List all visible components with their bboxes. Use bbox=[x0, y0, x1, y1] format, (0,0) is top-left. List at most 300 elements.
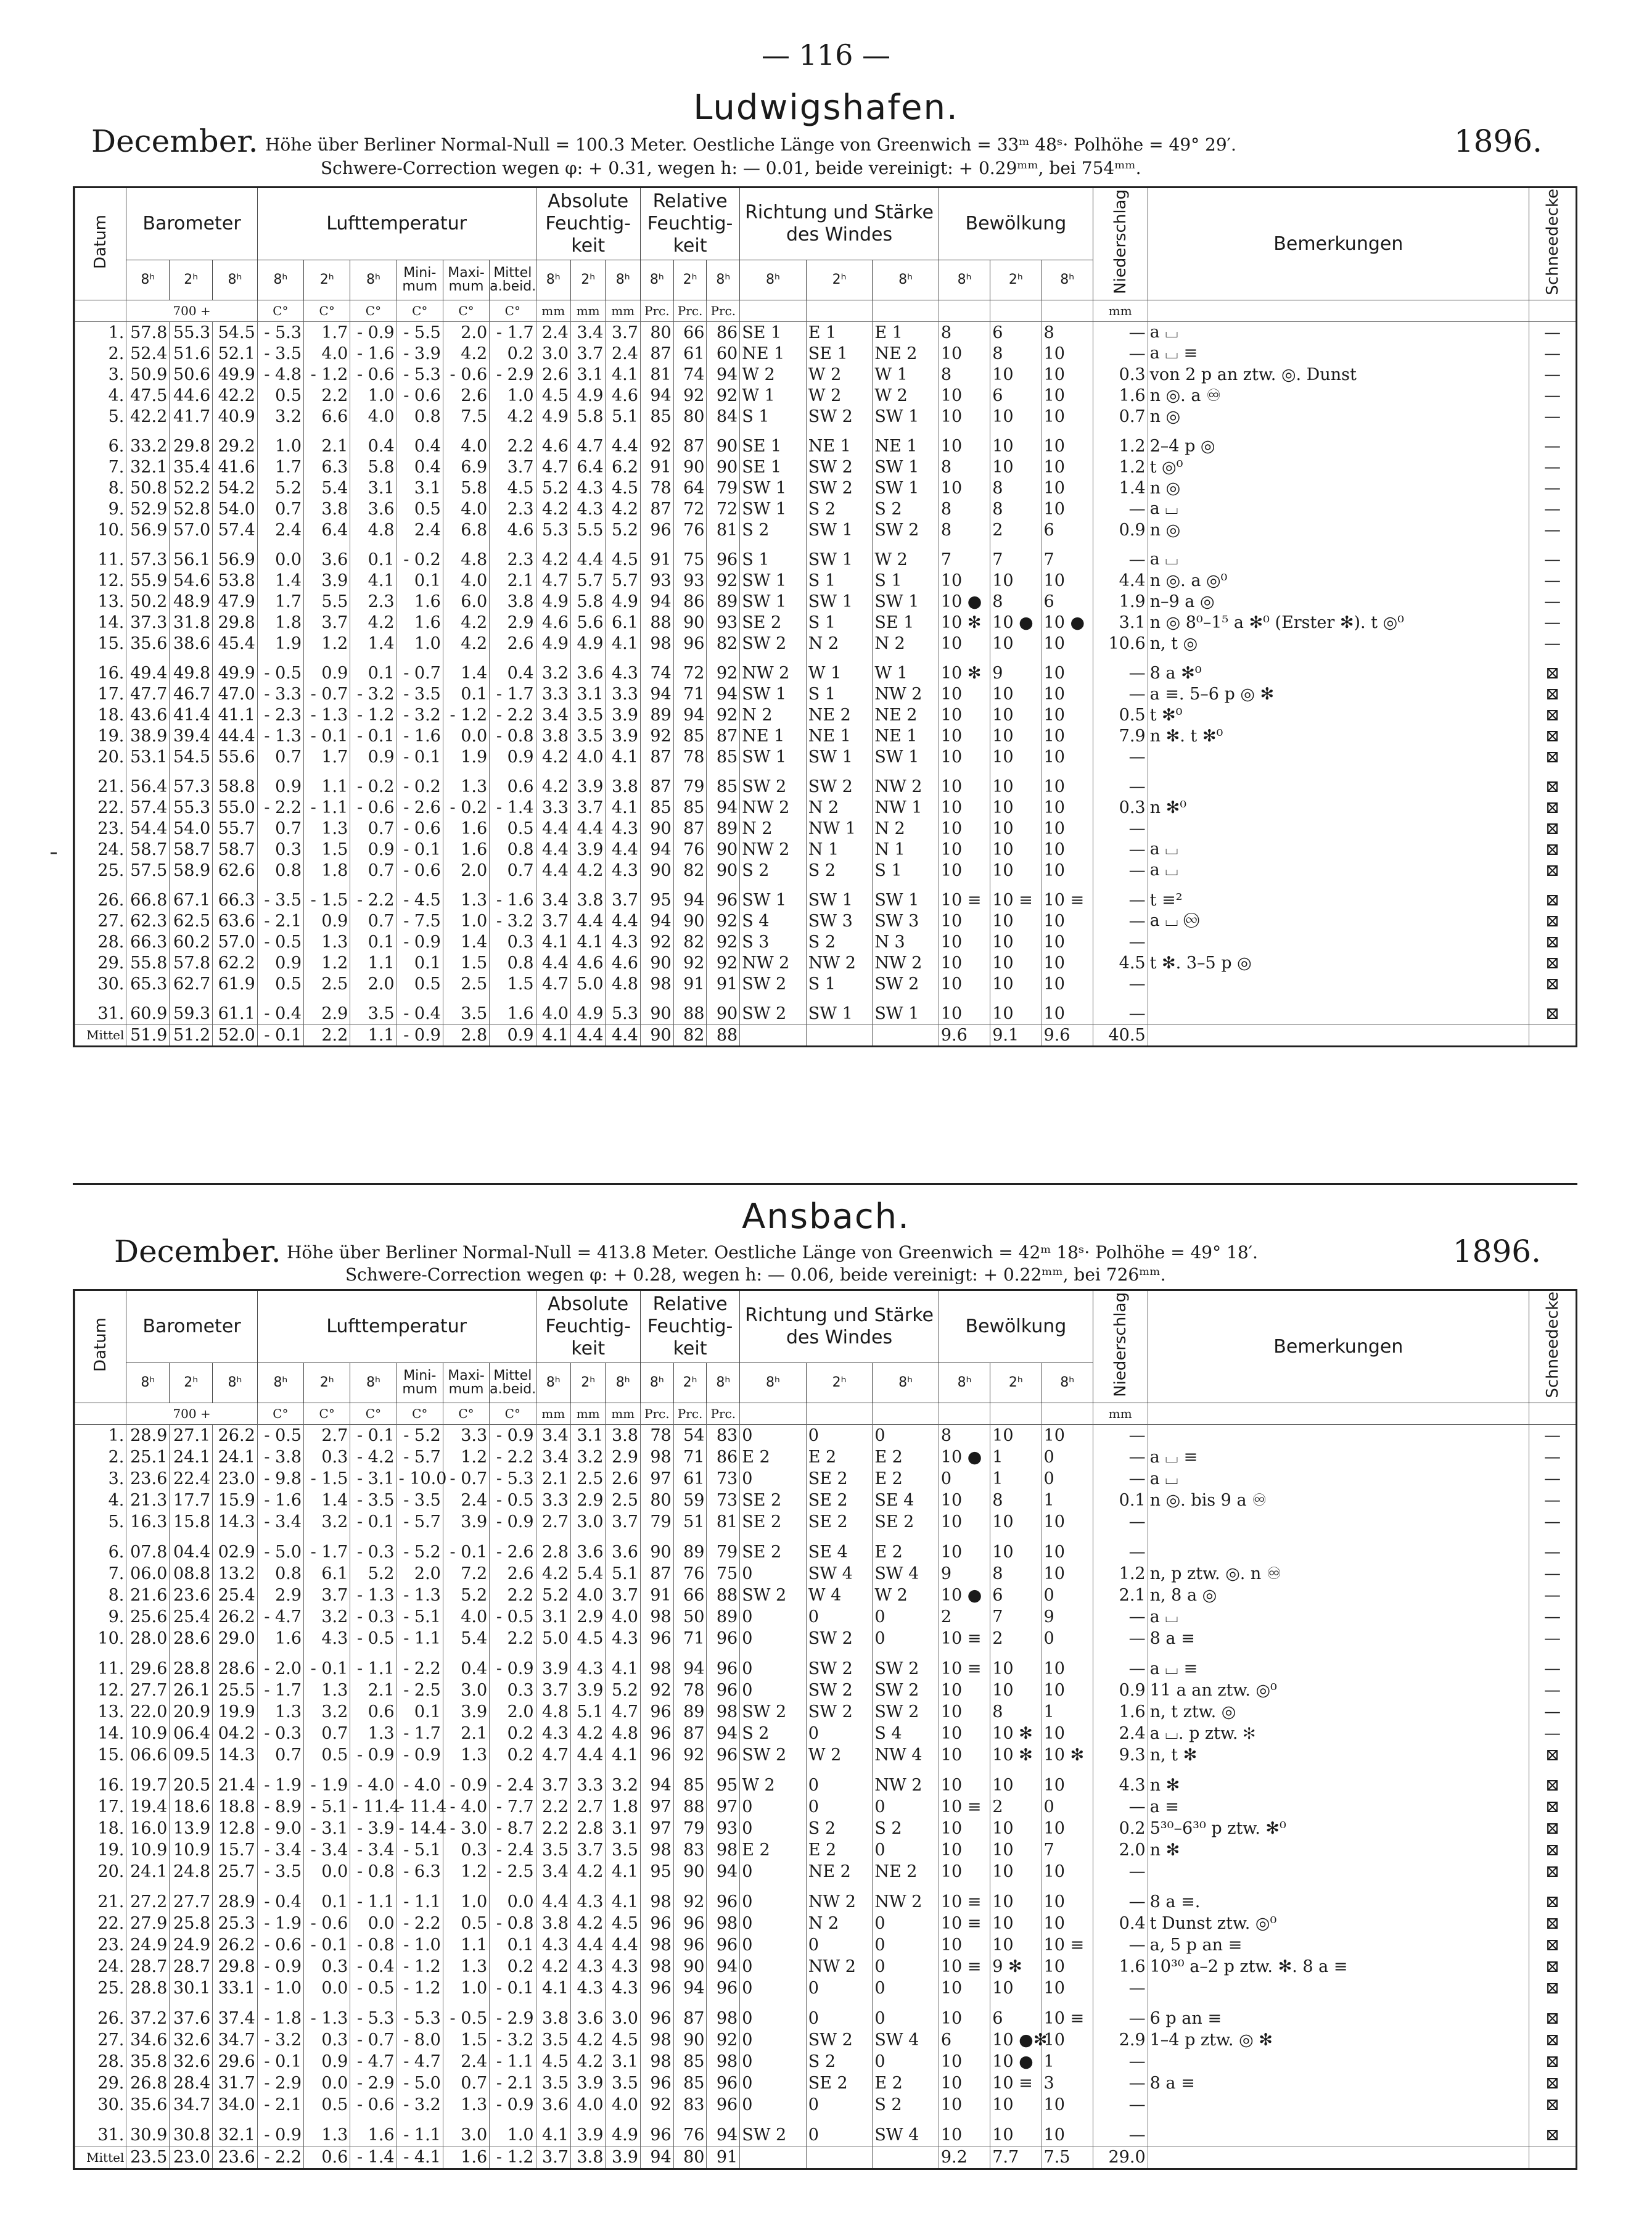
value-cell: 8 bbox=[990, 498, 1042, 519]
value-cell: 1 bbox=[1042, 1490, 1093, 1511]
value-cell: 10 ≡ bbox=[990, 881, 1042, 910]
value-cell: ⊠ bbox=[1529, 725, 1576, 746]
value-cell: 8 bbox=[939, 322, 990, 344]
value-cell: ⊠ bbox=[1529, 973, 1576, 994]
value-cell: 3.9 bbox=[443, 1701, 489, 1723]
value-cell: 83 bbox=[673, 1839, 707, 1861]
header-bewoelkung bbox=[939, 1291, 1093, 1363]
value-cell: 92 bbox=[707, 952, 740, 973]
value-cell: 6.2 bbox=[606, 456, 640, 477]
value-cell: - 1.3 bbox=[397, 1585, 443, 1606]
value-cell: - 1.2 bbox=[443, 704, 489, 725]
value-cell: 26.2 bbox=[213, 1934, 258, 1956]
value-cell: 0.7 bbox=[443, 2072, 489, 2094]
value-cell: 10 bbox=[939, 2116, 990, 2146]
remark-cell bbox=[1148, 767, 1529, 797]
value-cell: — bbox=[1529, 1680, 1576, 1701]
value-cell: - 0.1 bbox=[490, 1977, 536, 1999]
value-cell: - 2.0 bbox=[257, 1649, 303, 1680]
value-cell: 7.5 bbox=[443, 406, 489, 427]
value-cell: NW 2 bbox=[806, 1956, 873, 1977]
value-cell: 12.8 bbox=[213, 1818, 258, 1839]
value-cell: 2.7 bbox=[536, 1511, 570, 1533]
value-cell: 25.3 bbox=[213, 1913, 258, 1934]
value-cell: - 3.2 bbox=[257, 2029, 303, 2051]
value-cell: 96 bbox=[707, 1977, 740, 1999]
value-cell: - 3.2 bbox=[397, 2094, 443, 2116]
value-cell: 96 bbox=[640, 1999, 673, 2029]
value-cell: - 11.4 bbox=[350, 1796, 397, 1818]
value-cell: 3.4 bbox=[570, 322, 605, 344]
remark-cell bbox=[1148, 2116, 1529, 2146]
value-cell: 8 bbox=[990, 1563, 1042, 1585]
value-cell: 28.7 bbox=[170, 1956, 213, 1977]
value-cell: SW 1 bbox=[806, 519, 873, 540]
value-cell: W 2 bbox=[806, 1744, 873, 1766]
unit-cell bbox=[939, 300, 990, 322]
value-cell: 26.1 bbox=[170, 1680, 213, 1701]
value-cell: - 1.4 bbox=[350, 2146, 397, 2169]
header-relative-feuchtigkeit-label: Relative Feuchtig- keit bbox=[647, 191, 733, 257]
value-cell: SW 2 bbox=[806, 1649, 873, 1680]
date-cell: 16. bbox=[75, 654, 126, 683]
value-cell: 0 bbox=[740, 1563, 807, 1585]
value-cell: 3.4 bbox=[536, 1446, 570, 1468]
value-cell: - 0.7 bbox=[397, 654, 443, 683]
value-cell: 98 bbox=[640, 2051, 673, 2072]
value-cell: 52.2 bbox=[170, 477, 213, 498]
value-cell: 34.7 bbox=[170, 2094, 213, 2116]
value-cell: 38.9 bbox=[126, 725, 170, 746]
subheader-h2: 2ʰ bbox=[570, 260, 605, 300]
date-cell: 26. bbox=[75, 881, 126, 910]
value-cell: 1.3 bbox=[304, 931, 350, 952]
value-cell: W 2 bbox=[873, 385, 939, 406]
remark-cell: a ≡. 5–6 p ◎ ✻ bbox=[1148, 683, 1529, 704]
value-cell: 0 bbox=[740, 2051, 807, 2072]
value-cell: 2.6 bbox=[490, 1563, 536, 1585]
value-cell: 1.0 bbox=[397, 633, 443, 654]
table-row bbox=[75, 994, 1576, 1024]
value-cell: 9.1 bbox=[990, 1024, 1042, 1046]
date-cell: 31. bbox=[75, 2116, 126, 2146]
value-cell: 93 bbox=[707, 1818, 740, 1839]
value-cell: 0.1 bbox=[443, 683, 489, 704]
value-cell: 8 bbox=[990, 591, 1042, 612]
value-cell: N 1 bbox=[873, 839, 939, 860]
unit-cell bbox=[806, 300, 873, 322]
value-cell: NW 2 bbox=[806, 952, 873, 973]
value-cell: - 1.8 bbox=[257, 1999, 303, 2029]
value-cell: N 1 bbox=[806, 839, 873, 860]
value-cell: - 8.0 bbox=[397, 2029, 443, 2051]
value-cell: 88 bbox=[707, 1585, 740, 1606]
value-cell: 10 bbox=[990, 931, 1042, 952]
value-cell: 91 bbox=[640, 1585, 673, 1606]
value-cell: - 4.7 bbox=[257, 1606, 303, 1628]
value-cell: 1.5 bbox=[490, 973, 536, 994]
value-cell: 9.3 bbox=[1093, 1744, 1148, 1766]
value-cell: 51.6 bbox=[170, 343, 213, 364]
value-cell: 43.6 bbox=[126, 704, 170, 725]
value-cell: 94 bbox=[673, 881, 707, 910]
value-cell: 84 bbox=[707, 406, 740, 427]
value-cell: 28.4 bbox=[170, 2072, 213, 2094]
value-cell: 10 bbox=[1042, 704, 1093, 725]
value-cell: — bbox=[1529, 1446, 1576, 1468]
value-cell: 1 bbox=[1042, 2051, 1093, 2072]
remark-cell bbox=[1148, 2094, 1529, 2116]
value-cell: SW 1 bbox=[740, 881, 807, 910]
value-cell: 04.2 bbox=[213, 1723, 258, 1744]
value-cell: 0.3 bbox=[304, 2029, 350, 2051]
value-cell: 3.4 bbox=[536, 1425, 570, 1447]
value-cell: 0.1 bbox=[350, 654, 397, 683]
unit-cell bbox=[1042, 1403, 1093, 1425]
value-cell: - 1.3 bbox=[257, 725, 303, 746]
value-cell: 10 bbox=[939, 1680, 990, 1701]
value-cell: — bbox=[1093, 860, 1148, 881]
table-row bbox=[75, 498, 1576, 519]
value-cell: NW 2 bbox=[740, 952, 807, 973]
value-cell: 57.4 bbox=[126, 797, 170, 818]
subheader-h8: 8ʰ bbox=[257, 1363, 303, 1403]
value-cell: - 1.7 bbox=[304, 1533, 350, 1563]
date-cell: 24. bbox=[75, 839, 126, 860]
value-cell: 15.8 bbox=[170, 1511, 213, 1533]
value-cell: SW 1 bbox=[806, 591, 873, 612]
value-cell: 0 bbox=[806, 2116, 873, 2146]
value-cell: 78 bbox=[640, 477, 673, 498]
value-cell: S 2 bbox=[740, 519, 807, 540]
value-cell: - 2.1 bbox=[257, 910, 303, 931]
value-cell: — bbox=[1529, 1701, 1576, 1723]
value-cell: SW 4 bbox=[873, 2116, 939, 2146]
value-cell: 4.0 bbox=[350, 406, 397, 427]
value-cell: — bbox=[1529, 1585, 1576, 1606]
value-cell: 3.4 bbox=[536, 881, 570, 910]
value-cell: 3.3 bbox=[570, 1766, 605, 1796]
remark-cell: n ◎ bbox=[1148, 406, 1529, 427]
value-cell: 0 bbox=[740, 1934, 807, 1956]
value-cell: W 2 bbox=[806, 364, 873, 385]
value-cell: 5.2 bbox=[257, 477, 303, 498]
weather-table bbox=[75, 188, 1576, 1045]
subheader-maximum: Maxi- mum bbox=[443, 1363, 489, 1403]
value-cell: 9 bbox=[939, 1563, 990, 1585]
value-cell: - 0.9 bbox=[257, 2116, 303, 2146]
value-cell: 1.6 bbox=[397, 591, 443, 612]
value-cell: 15.7 bbox=[213, 1839, 258, 1861]
value-cell: 0 bbox=[740, 1649, 807, 1680]
value-cell: - 5.0 bbox=[257, 1533, 303, 1563]
subheader-minimum: Mini- mum bbox=[397, 1363, 443, 1403]
value-cell: 0 bbox=[806, 1796, 873, 1818]
value-cell: - 0.9 bbox=[257, 1956, 303, 1977]
value-cell: 24.1 bbox=[213, 1446, 258, 1468]
value-cell: SW 1 bbox=[873, 591, 939, 612]
value-cell: 2.1 bbox=[490, 570, 536, 591]
value-cell: 1 bbox=[990, 1468, 1042, 1490]
subheader-h8: 8ʰ bbox=[126, 1363, 170, 1403]
value-cell: 0.3 bbox=[443, 1839, 489, 1861]
value-cell: 50.6 bbox=[170, 364, 213, 385]
value-cell: NE 2 bbox=[873, 343, 939, 364]
value-cell: 94 bbox=[640, 910, 673, 931]
value-cell bbox=[873, 1024, 939, 1046]
value-cell: ⊠ bbox=[1529, 931, 1576, 952]
value-cell: S 2 bbox=[806, 498, 873, 519]
value-cell: - 0.5 bbox=[257, 1425, 303, 1447]
value-cell: 90 bbox=[707, 839, 740, 860]
value-cell: — bbox=[1529, 498, 1576, 519]
value-cell: 5.0 bbox=[536, 1628, 570, 1649]
remark-cell: a ⌴ bbox=[1148, 540, 1529, 570]
value-cell: 4.0 bbox=[443, 427, 489, 456]
value-cell: 3.9 bbox=[536, 1649, 570, 1680]
value-cell: 3.9 bbox=[606, 704, 640, 725]
value-cell: 54 bbox=[673, 1425, 707, 1447]
value-cell: SE 4 bbox=[873, 1490, 939, 1511]
unit-cell bbox=[939, 1403, 990, 1425]
table-row bbox=[75, 1796, 1576, 1818]
value-cell: 10 bbox=[1042, 797, 1093, 818]
value-cell: 23.0 bbox=[170, 2146, 213, 2169]
value-cell: 10 ≡ bbox=[939, 1796, 990, 1818]
value-cell: 29.8 bbox=[213, 1956, 258, 1977]
value-cell: 10 bbox=[990, 910, 1042, 931]
value-cell: S 2 bbox=[806, 860, 873, 881]
remark-cell: 1–4 p ztw. ◎ ✻ bbox=[1148, 2029, 1529, 2051]
value-cell: ⊠ bbox=[1529, 994, 1576, 1024]
value-cell: - 0.9 bbox=[350, 322, 397, 344]
value-cell: 94 bbox=[640, 839, 673, 860]
value-cell: SW 1 bbox=[740, 570, 807, 591]
value-cell: - 0.1 bbox=[397, 746, 443, 767]
value-cell: 5.2 bbox=[606, 1680, 640, 1701]
value-cell: S 1 bbox=[873, 860, 939, 881]
date-cell: 10. bbox=[75, 1628, 126, 1649]
value-cell: - 0.7 bbox=[304, 683, 350, 704]
value-cell: - 5.1 bbox=[304, 1796, 350, 1818]
value-cell: NE 1 bbox=[806, 427, 873, 456]
value-cell: ⊠ bbox=[1529, 2116, 1576, 2146]
value-cell: 10 bbox=[939, 725, 990, 746]
value-cell: 10 ≡ bbox=[1042, 1999, 1093, 2029]
value-cell: 10 bbox=[990, 1533, 1042, 1563]
value-cell: 4.0 bbox=[304, 343, 350, 364]
value-cell: 6 bbox=[939, 2029, 990, 2051]
value-cell: - 2.4 bbox=[490, 1839, 536, 1861]
header-lufttemperatur-label: Lufttemperatur bbox=[326, 213, 467, 234]
value-cell: 91 bbox=[707, 2146, 740, 2169]
value-cell: 85 bbox=[673, 725, 707, 746]
header-relative-feuchtigkeit bbox=[640, 188, 739, 260]
station-month: December. bbox=[91, 123, 258, 159]
table-row bbox=[75, 1913, 1576, 1934]
value-cell: 10 bbox=[939, 1999, 990, 2029]
value-cell: 71 bbox=[673, 683, 707, 704]
value-cell bbox=[740, 1024, 807, 1046]
remark-cell: 11 a an ztw. ◎⁰ bbox=[1148, 1680, 1529, 1701]
value-cell: 2.9 bbox=[570, 1490, 605, 1511]
subheader-h2: 2ʰ bbox=[806, 260, 873, 300]
value-cell: 16.0 bbox=[126, 1818, 170, 1839]
table-row bbox=[75, 2094, 1576, 2116]
value-cell: NE 1 bbox=[740, 725, 807, 746]
value-cell: - 1.7 bbox=[397, 1723, 443, 1744]
value-cell: 06.6 bbox=[126, 1744, 170, 1766]
value-cell: 32.1 bbox=[126, 456, 170, 477]
value-cell: 28.6 bbox=[170, 1628, 213, 1649]
value-cell: SW 1 bbox=[806, 994, 873, 1024]
value-cell: 4.5 bbox=[490, 477, 536, 498]
value-cell: 3.5 bbox=[606, 1839, 640, 1861]
value-cell bbox=[873, 2146, 939, 2169]
value-cell: 1.1 bbox=[443, 1934, 489, 1956]
value-cell: 52.8 bbox=[170, 498, 213, 519]
value-cell: 5.7 bbox=[570, 570, 605, 591]
value-cell: — bbox=[1529, 1468, 1576, 1490]
unit-cell: mm bbox=[536, 300, 570, 322]
value-cell: 89 bbox=[673, 1533, 707, 1563]
unit-cell bbox=[75, 300, 126, 322]
value-cell: 85 bbox=[673, 1766, 707, 1796]
value-cell: 96 bbox=[640, 519, 673, 540]
value-cell: S 2 bbox=[806, 931, 873, 952]
table-row bbox=[75, 839, 1576, 860]
header-relative-feuchtigkeit bbox=[640, 1291, 739, 1363]
value-cell: 0.3 bbox=[257, 839, 303, 860]
value-cell: E 1 bbox=[806, 322, 873, 344]
unit-cell: Prc. bbox=[707, 300, 740, 322]
value-cell: - 1.6 bbox=[397, 725, 443, 746]
unit-cell: 700 + bbox=[126, 1403, 257, 1425]
value-cell: 6 bbox=[1042, 519, 1093, 540]
value-cell: 91 bbox=[707, 973, 740, 994]
remark-cell: t ◎⁰ bbox=[1148, 456, 1529, 477]
table-row bbox=[75, 456, 1576, 477]
value-cell: SE 1 bbox=[740, 322, 807, 344]
remark-cell: a ⌴ ♾ bbox=[1148, 910, 1529, 931]
remark-cell: von 2 p an ztw. ◎. Dunst bbox=[1148, 364, 1529, 385]
value-cell: 94 bbox=[707, 2116, 740, 2146]
value-cell: W 2 bbox=[740, 364, 807, 385]
value-cell: 1.6 bbox=[490, 994, 536, 1024]
value-cell: — bbox=[1529, 1606, 1576, 1628]
value-cell: 91 bbox=[640, 456, 673, 477]
value-cell: - 0.2 bbox=[443, 797, 489, 818]
table-row bbox=[75, 1999, 1576, 2029]
value-cell: 48.9 bbox=[170, 591, 213, 612]
value-cell: 10 bbox=[990, 633, 1042, 654]
value-cell: 2.0 bbox=[350, 973, 397, 994]
value-cell: 50.9 bbox=[126, 364, 170, 385]
value-cell: 35.6 bbox=[126, 2094, 170, 2116]
value-cell: 66 bbox=[673, 322, 707, 344]
date-cell: 13. bbox=[75, 1701, 126, 1723]
value-cell: SW 1 bbox=[873, 881, 939, 910]
value-cell: 94 bbox=[640, 591, 673, 612]
units-row bbox=[75, 1403, 1576, 1425]
value-cell: 88 bbox=[673, 994, 707, 1024]
value-cell: S 4 bbox=[873, 1723, 939, 1744]
date-cell: 20. bbox=[75, 1861, 126, 1882]
value-cell: ⊠ bbox=[1529, 860, 1576, 881]
value-cell: 94 bbox=[707, 1723, 740, 1744]
value-cell: 0 bbox=[806, 1606, 873, 1628]
table-row bbox=[75, 612, 1576, 633]
value-cell: SW 1 bbox=[873, 477, 939, 498]
value-cell: 0 bbox=[806, 1934, 873, 1956]
remark-cell: 2–4 p ◎ bbox=[1148, 427, 1529, 456]
value-cell: 10 bbox=[990, 860, 1042, 881]
value-cell: 0 bbox=[1042, 1585, 1093, 1606]
value-cell: 66 bbox=[673, 1585, 707, 1606]
value-cell: 55.8 bbox=[126, 952, 170, 973]
remark-cell: n ◎ bbox=[1148, 477, 1529, 498]
value-cell: 27.9 bbox=[126, 1913, 170, 1934]
value-cell: 5.2 bbox=[606, 519, 640, 540]
value-cell: - 4.0 bbox=[350, 1766, 397, 1796]
value-cell: SW 2 bbox=[740, 633, 807, 654]
value-cell: 26.2 bbox=[213, 1606, 258, 1628]
value-cell: 10 ✻ bbox=[990, 1723, 1042, 1744]
value-cell: W 4 bbox=[806, 1585, 873, 1606]
value-cell: 41.6 bbox=[213, 456, 258, 477]
remark-cell: n ◎ 8⁰–1⁵ a ✻⁰ (Erster ✻). t ◎⁰ bbox=[1148, 612, 1529, 633]
value-cell: 3.3 bbox=[443, 1425, 489, 1447]
value-cell: 2.3 bbox=[490, 498, 536, 519]
value-cell: 98 bbox=[640, 2029, 673, 2051]
value-cell: 4.3 bbox=[304, 1628, 350, 1649]
value-cell: 91 bbox=[640, 540, 673, 570]
value-cell: 0 bbox=[873, 1913, 939, 1934]
value-cell: 0.1 bbox=[397, 952, 443, 973]
value-cell: - 1.1 bbox=[304, 797, 350, 818]
value-cell: 4.3 bbox=[606, 1977, 640, 1999]
value-cell: 61.1 bbox=[213, 994, 258, 1024]
value-cell: - 5.2 bbox=[397, 1533, 443, 1563]
value-cell: 8 bbox=[939, 498, 990, 519]
value-cell: 0.5 bbox=[257, 973, 303, 994]
value-cell: 0.1 bbox=[304, 1882, 350, 1913]
remark-cell: n ◎. bis 9 a ♾ bbox=[1148, 1490, 1529, 1511]
value-cell: 9.6 bbox=[939, 1024, 990, 1046]
value-cell: — bbox=[1529, 1723, 1576, 1744]
value-cell: - 9.8 bbox=[257, 1468, 303, 1490]
value-cell: 25.8 bbox=[170, 1913, 213, 1934]
value-cell: 29.6 bbox=[213, 2051, 258, 2072]
value-cell: 1.3 bbox=[443, 2094, 489, 2116]
value-cell: 10 bbox=[939, 633, 990, 654]
value-cell: 0 bbox=[740, 1628, 807, 1649]
table-row bbox=[75, 1680, 1576, 1701]
value-cell: SW 1 bbox=[740, 746, 807, 767]
value-cell: 4.0 bbox=[570, 746, 605, 767]
value-cell: 0 bbox=[939, 1468, 990, 1490]
value-cell: SW 2 bbox=[806, 2029, 873, 2051]
value-cell: 10 bbox=[1042, 931, 1093, 952]
value-cell: 1.3 bbox=[443, 767, 489, 797]
value-cell: 4.2 bbox=[570, 1861, 605, 1882]
value-cell: 5.5 bbox=[570, 519, 605, 540]
value-cell: SW 2 bbox=[740, 973, 807, 994]
value-cell: - 1.1 bbox=[397, 2116, 443, 2146]
value-cell: 4.4 bbox=[536, 839, 570, 860]
value-cell: 44.4 bbox=[213, 725, 258, 746]
value-cell: — bbox=[1529, 570, 1576, 591]
